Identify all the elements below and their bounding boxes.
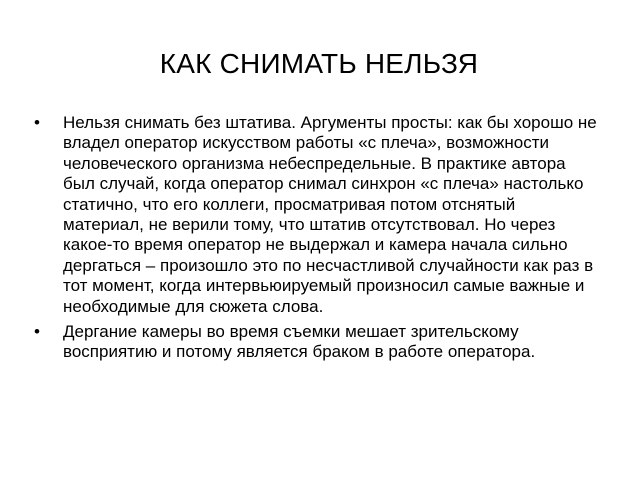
- bullet-item: [34, 113, 600, 317]
- bullet-item: [34, 322, 600, 363]
- bullet-marker-icon: •: [34, 322, 40, 342]
- bullet-text: Дергание камеры во время съемки мешает зрительскому восприятию и потому является браком в работе оператора.: [63, 322, 536, 362]
- bullet-marker-icon: •: [34, 113, 40, 132]
- bullet-text: Нельзя снимать без штатива. Аргументы просты: как бы хорошо не владел оператор искусством работы «с плеча», возможности человеческого организма небеспредельные. В практике автора был случай, когда оператор снимал синхрон «с плеча» настолько статично, что его коллеги, просматривая потом отснятый материал, не верили тому, что штатив отсутствовал. Но через какое-то время оператор не выдержал и камера начала сильно дергаться – произошло это по несчастливой случайности как раз в тот момент, когда интервьюируемый произносил самые важные и необходимые для сюжета слова.: [63, 113, 597, 316]
- slide-title: КАК СНИМАТЬ НЕЛЬЗЯ: [159, 48, 479, 79]
- bullet-list: [34, 113, 600, 368]
